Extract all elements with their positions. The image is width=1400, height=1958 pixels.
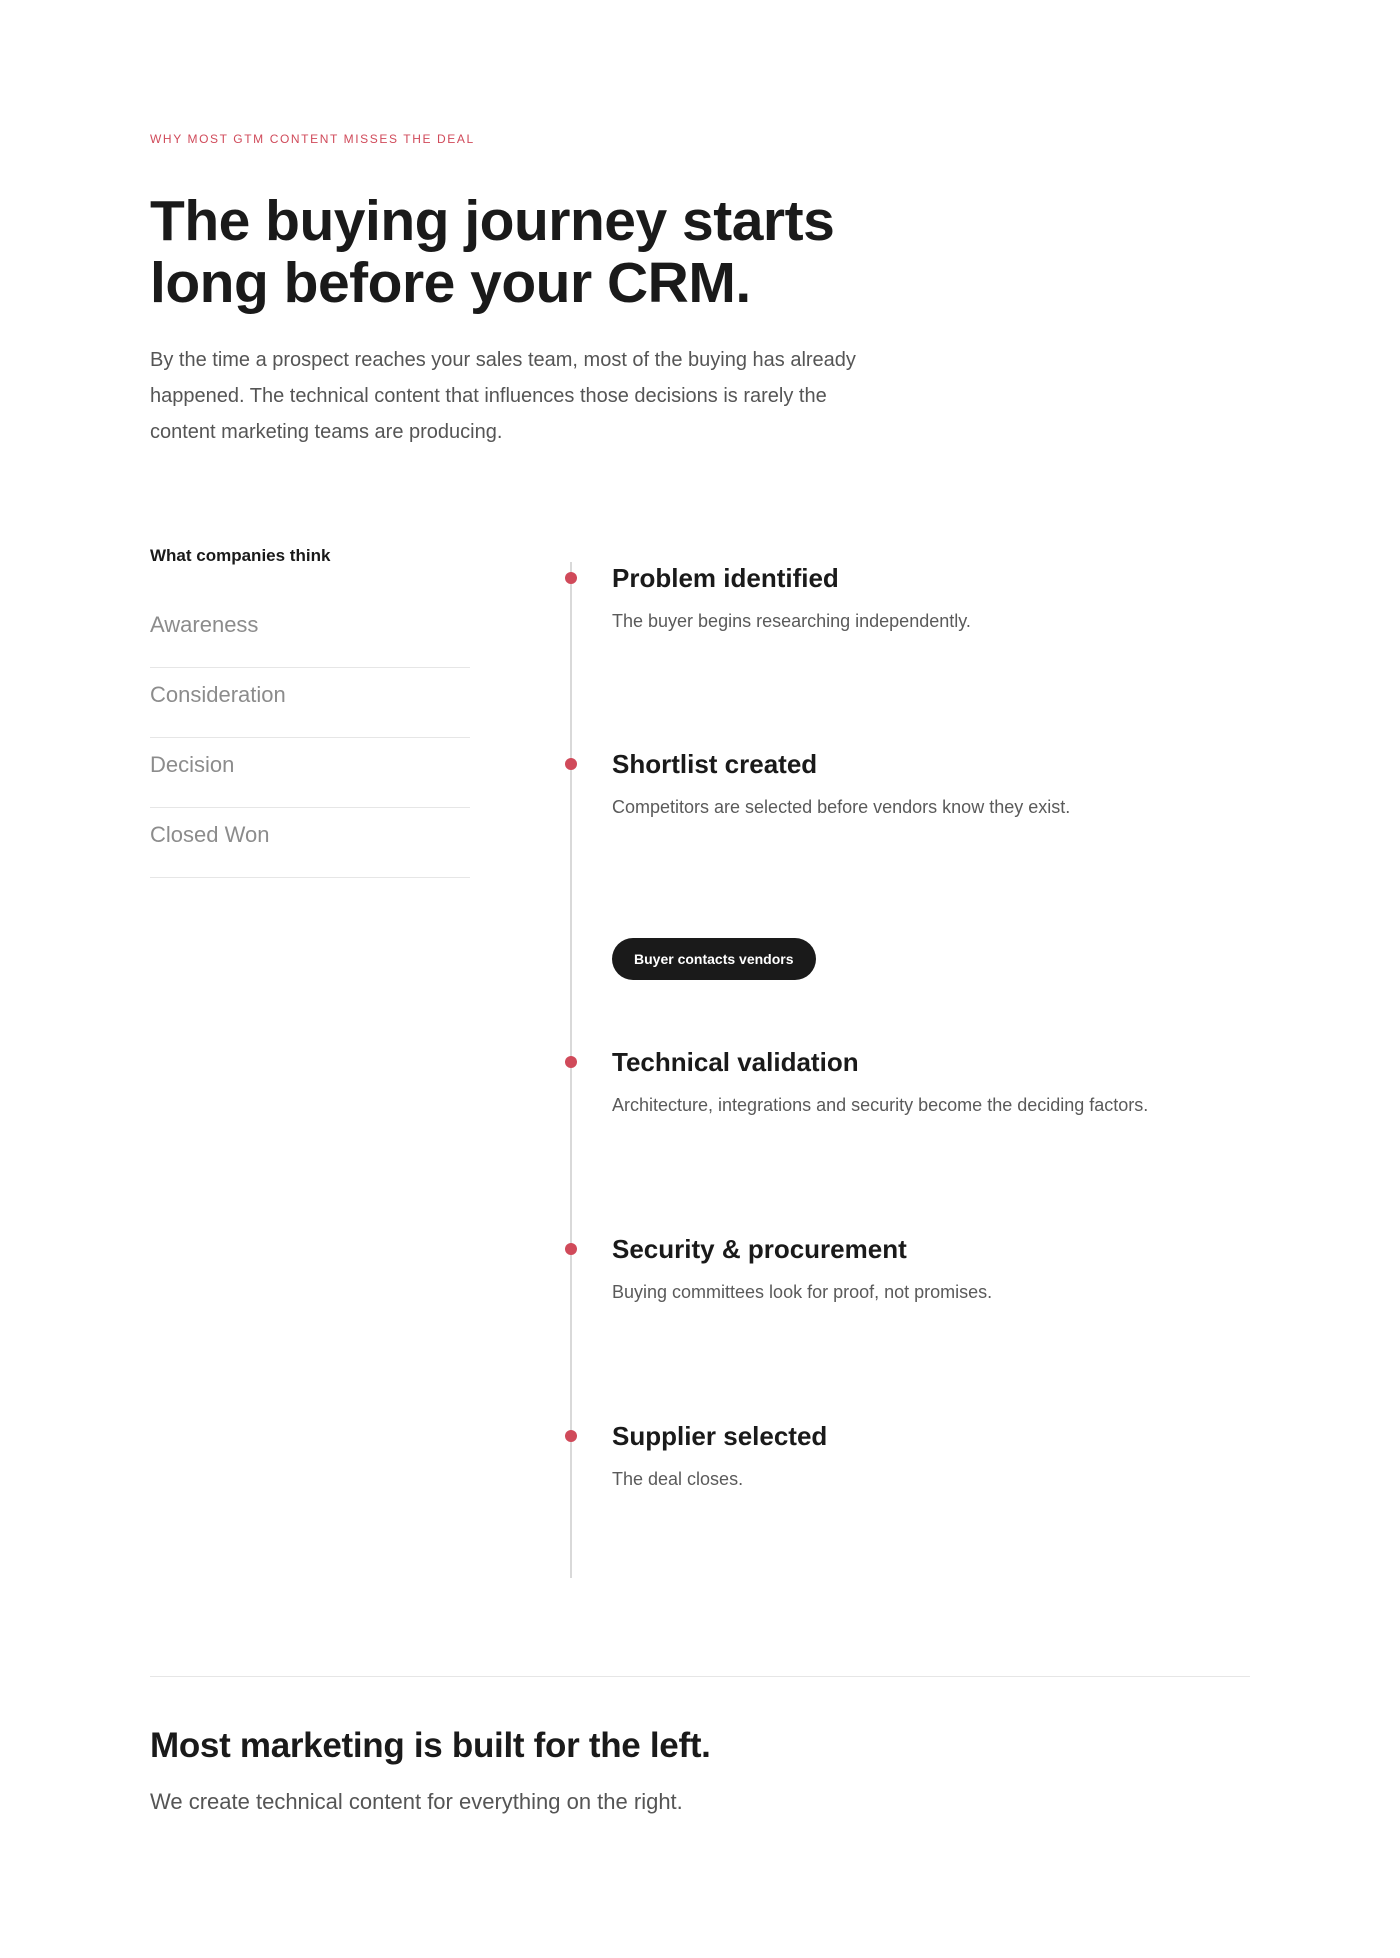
timeline-event-problem-identified — [612, 562, 1312, 634]
stage-label: Awareness — [150, 612, 259, 637]
companies-view-title: What companies think — [150, 546, 331, 565]
event-title: Supplier selected — [612, 1421, 828, 1451]
timeline-line — [570, 562, 572, 1578]
event-title: Shortlist created — [612, 749, 818, 779]
event-description: The deal closes. — [612, 1469, 744, 1489]
stage-label: Consideration — [150, 682, 286, 707]
timeline-dot — [565, 572, 577, 584]
stage-label: Closed Won — [150, 822, 270, 847]
section-divider — [150, 1676, 1250, 1677]
timeline-event-shortlist-created — [612, 748, 1312, 820]
milestone-pill: Buyer contacts vendors — [612, 938, 816, 980]
closing-title: Most marketing is built for the left. — [150, 1726, 711, 1765]
timeline-dot — [565, 1243, 577, 1255]
event-description: Architecture, integrations and security become the deciding factors. — [612, 1095, 1149, 1115]
stage-label: Decision — [150, 752, 235, 777]
event-title: Technical validation — [612, 1047, 859, 1077]
event-title: Problem identified — [612, 563, 839, 593]
timeline-event-supplier-selected — [612, 1420, 1312, 1492]
stage-item-awareness — [150, 598, 470, 668]
event-description: Buying committees look for proof, not promises. — [612, 1282, 993, 1302]
eyebrow-label: WHY MOST GTM CONTENT MISSES THE DEAL — [150, 132, 475, 146]
event-description: Competitors are selected before vendors know they exist. — [612, 797, 1071, 817]
timeline-event-security-procurement — [612, 1233, 1312, 1305]
timeline-dot — [565, 1430, 577, 1442]
page-headline: The buying journey starts long before your CRM. — [150, 189, 835, 315]
timeline-dot — [565, 1056, 577, 1068]
event-description: The buyer begins researching independently. — [612, 611, 971, 631]
timeline-dot — [565, 758, 577, 770]
stage-item-decision — [150, 738, 470, 808]
intro-paragraph: By the time a prospect reaches your sales team, most of the buying has already happened. The technical content that influences those decisions is rarely the content marketing teams are producing. — [150, 349, 856, 443]
timeline-event-technical-validation — [612, 1046, 1312, 1118]
closing-subtitle: We create technical content for everything on the right. — [150, 1789, 683, 1814]
event-title: Security & procurement — [612, 1234, 907, 1264]
stage-list — [150, 598, 470, 878]
stage-item-consideration — [150, 668, 470, 738]
stage-item-closed-won — [150, 808, 470, 878]
